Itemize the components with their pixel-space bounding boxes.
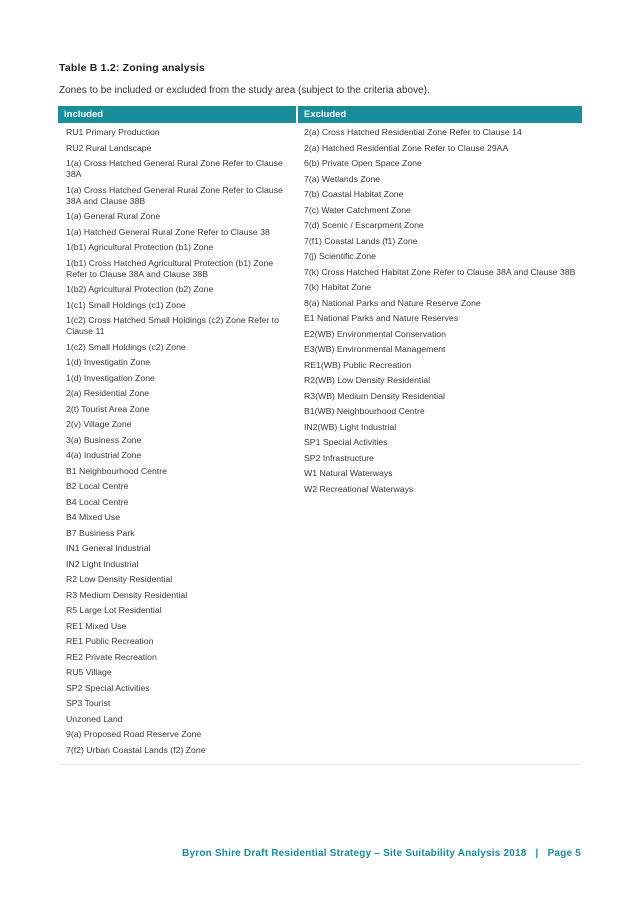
excluded-header: Excluded [296,106,582,123]
excluded-zone-item: 6(b) Private Open Space Zone [304,158,422,168]
excluded-zone-item: W1 Natural Waterways [304,468,393,478]
included-zone-item: 2(a) Residential Zone [66,388,150,398]
excluded-zone-item: 7(f1) Coastal Lands (f1) Zone [304,235,418,246]
included-zone-item: RU2 Rural Landscape [66,142,152,153]
footer-title: Byron Shire Draft Residential Strategy – Site Suitability Analysis 2018 [182,848,527,859]
included-zone-item: 4(a) Industrial Zone [66,450,142,460]
footer-separator: | [535,848,539,859]
excluded-zone-item: SP2 Infrastructure [304,452,375,463]
excluded-zone-item: 8(a) National Parks and Nature Reserve Zone [304,297,481,308]
included-zone-item: 2(v) Village Zone [66,419,132,429]
excluded-zone-item: IN2(WB) Light Industrial [304,421,397,432]
excluded-zone-item: 7(j) Scientific Zone [304,251,376,261]
included-zone-item: IN2 Light Industrial [66,558,139,569]
included-zone-item: SP3 Tourist [66,698,111,708]
included-zone-item: 1(a) Hatched General Rural Zone Refer to Clause 38 [66,226,270,237]
included-zone-item: R3 Medium Density Residential [66,589,188,600]
included-zone-item: RE2 Private Recreation [66,651,157,662]
excluded-zone-item: R3(WB) Medium Density Residential [304,390,445,401]
included-zone-item: 9(a) Proposed Road Reserve Zone [66,729,202,739]
excluded-zone-item: B1(WB) Neighbourhood Centre [304,406,425,416]
included-zone-item: B2 Local Centre [66,481,129,491]
table-body [58,123,582,765]
table-intro: Zones to be included or excluded from the study area (subject to the criteria above). [59,85,430,96]
excluded-zone-item: E3(WB) Environmental Management [304,344,446,354]
included-zone-item: 3(a) Business Zone [66,434,142,445]
excluded-zone-item: 2(a) Cross Hatched Residential Zone Refer to Clause 14 [304,127,522,137]
included-header: Included [58,106,296,123]
included-zone-item: B4 Local Centre [66,496,129,507]
table-header-row [58,106,582,123]
included-zone-item: SP2 Special Activities [66,682,150,693]
included-zone-item: RU1 Primary Production [66,127,160,137]
included-zone-item: R2 Low Density Residential [66,574,173,584]
excluded-zone-item: 7(a) Wetlands Zone [304,173,381,184]
excluded-zone-item: 2(a) Hatched Residential Zone Refer to Clause 29AA [304,142,509,153]
included-zone-item: R5 Large Lot Residential [66,605,162,615]
included-zone-item: 1(a) General Rural Zone [66,211,161,221]
excluded-zone-item: SP1 Special Activities [304,437,388,447]
included-zone-item: 1(a) Cross Hatched General Rural Zone Refer to Clause 38A [66,158,283,179]
included-zone-item: IN1 General Industrial [66,543,151,553]
included-zone-item: B7 Business Park [66,527,135,538]
included-zone-item: RE1 Mixed Use [66,620,127,631]
page-number: Page 5 [547,848,581,859]
included-zone-item: 2(t) Tourist Area Zone [66,403,150,414]
included-zone-item: 1(c2) Cross Hatched Small Holdings (c2) Zone Refer to Clause 11 [66,315,279,336]
excluded-zone-item: 7(b) Coastal Habitat Zone [304,189,404,199]
included-zone-item: 1(b1) Cross Hatched Agricultural Protection (b1) Zone Refer to Clause 38A and Clause 38B [66,257,274,279]
included-zone-item: 1(d) Investigatin Zone [66,357,151,367]
excluded-zone-item: 7(c) Water Catchment Zone [304,204,411,215]
table-title: Table B 1.2: Zoning analysis [59,62,206,74]
included-column [58,123,296,760]
included-zone-item: 1(b2) Agricultural Protection (b2) Zone [66,284,214,294]
excluded-zone-item: W2 Recreational Waterways [304,483,414,494]
excluded-zone-item: R2(WB) Low Density Residential [304,375,431,385]
included-zone-item: 1(c1) Small Holdings (c1) Zone [66,299,186,310]
page-footer [182,848,581,859]
excluded-zone-item: E2(WB) Environmental Conservation [304,328,446,339]
excluded-zone-item: E1 National Parks and Nature Reserves [304,313,459,323]
included-zone-item: 1(d) Investigation Zone [66,372,155,383]
excluded-zone-item: 7(k) Cross Hatched Habitat Zone Refer to Clause 38A and Clause 38B [304,266,576,277]
included-zone-item: RU5 Village [66,667,112,677]
excluded-zone-item: RE1(WB) Public Recreation [304,359,412,370]
excluded-zone-item: 7(d) Scenic / Escarpment Zone [304,220,424,230]
included-zone-item: 1(a) Cross Hatched General Rural Zone Refer to Clause 38A and Clause 38B [66,184,283,206]
zoning-table [58,106,582,765]
excluded-column [296,123,582,760]
excluded-zone-item: 7(k) Habitat Zone [304,282,372,292]
included-zone-item: 1(b1) Agricultural Protection (b1) Zone [66,242,214,252]
included-zone-item: 1(c2) Small Holdings (c2) Zone [66,341,186,352]
included-zone-item: Unzoned Land [66,713,123,724]
included-zone-item: 7(f2) Urban Coastal Lands (f2) Zone [66,744,206,755]
included-zone-item: B1 Neighbourhood Centre [66,465,167,476]
included-zone-item: B4 Mixed Use [66,512,121,522]
included-zone-item: RE1 Public Recreation [66,636,154,646]
